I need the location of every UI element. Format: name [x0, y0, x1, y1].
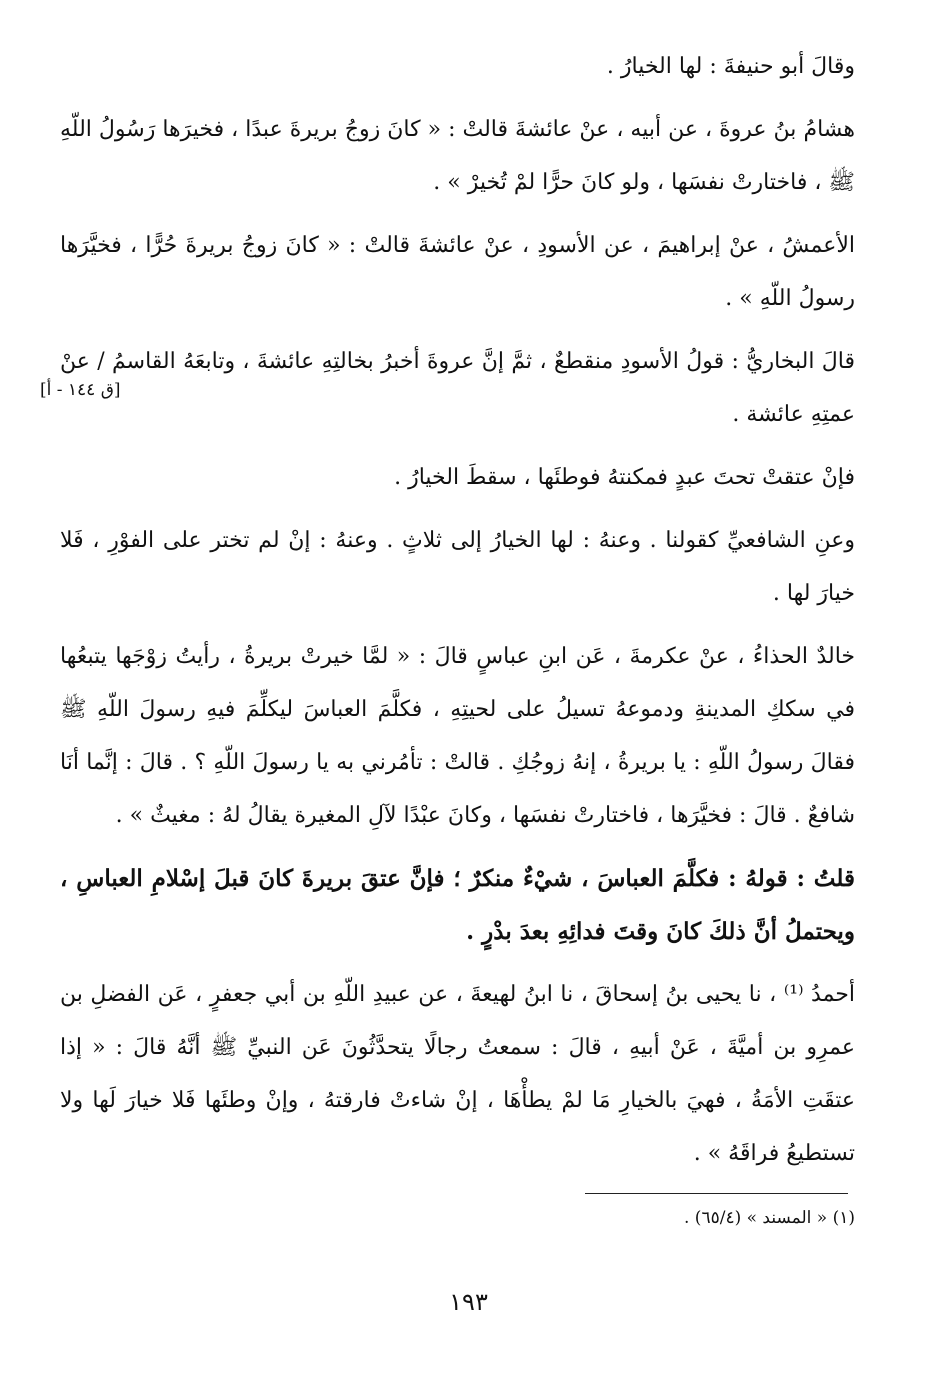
- footnote-divider: [585, 1193, 848, 1194]
- paragraph-shafii: وعنِ الشافعيِّ كقولنا . وعنهُ : لها الخيارُ إلى ثلاثٍ . وعنهُ : إنْ لم تختر على الفوْرِ ، فَلا خيارَ لها .: [60, 528, 855, 606]
- paragraph-ahmad: أحمدُ ⁽¹⁾ ، نا يحيى بنُ إسحاقَ ، نا ابنُ لهيعةَ ، عن عبيدِ اللّهِ بن أبي جعفرٍ ، عَن الفضلِ بن عمرِو بن أميَّةَ ، عَنْ أبيهِ ، قالَ : سمعتُ رجالًا يتحدَّثُونَ عَن النبيِّ ﷺ أنَّهُ قالَ : « إذا عتقَتِ الأمَةُ ، فهيَ بالخيارِ مَا لمْ يطأْهَا ، إنْ شاءتْ فارقتهُ ، وإنْ وطئَها فَلا خيارَ لَها ولا تستطيعُ فراقَهُ » .: [60, 982, 856, 1166]
- margin-folio-note: [ق ١٤٤ - أ]: [40, 380, 121, 400]
- page-number: ١٩٣: [449, 1288, 488, 1316]
- paragraph-amash: الأعمشُ ، عنْ إبراهيمَ ، عن الأسودِ ، عنْ عائشةَ قالتْ : « كانَ زوجُ بريرةَ حُرًّا ، فخيَّرَها رسولُ اللّهِ » .: [60, 233, 855, 311]
- paragraph-bukhari: قالَ البخاريُّ : قولُ الأسودِ منقطعٌ ، ثمَّ إنَّ عروةَ أخبرُ بخالتِهِ عائشةَ ، وتابعَهُ القاسمُ / عنْ عمتِهِ عائشة .: [60, 349, 855, 427]
- footnote: (١) « المسند » (٦٥/٤) .: [684, 1208, 855, 1228]
- paragraph-atqat: فإنْ عتقتْ تحتَ عبدٍ فمكنتهُ فوطئَها ، سقطَ الخيارُ .: [394, 465, 855, 490]
- paragraph-khalid: خالدٌ الحذاءُ ، عنْ عكرمةَ ، عَن ابنِ عباسٍ قالَ : « لمَّا خيرتْ بريرةُ ، رأيتُ زوْجَها يتبعُها في سككِ المدينةِ ودموعهُ تسيلُ على لحيتِهِ ، فكلَّمَ العباسَ ليكلِّمَ فيهِ رسولَ اللّهِ ﷺ فقالَ رسولُ اللّهِ : يا بريرةُ ، إنهُ زوجُكِ . قالتْ : تأمُرني به يا رسولَ اللّهِ ؟ . قالَ : إنَّما أنَا شافعٌ . قالَ : فخيَّرَها ، فاختارتْ نفسَها ، وكانَ عبْدًا لآلِ المغيرة يقالُ لهُ : مغيثٌ » .: [60, 644, 855, 828]
- page-body: [60, 40, 855, 1190]
- paragraph-qultu-bold: قلتُ : قولهُ : فكلَّمَ العباسَ ، شيْءٌ منكرٌ ؛ فإنَّ عتقَ بريرةَ كانَ قبلَ إسْلامِ العباسِ ، ويحتملُ أنَّ ذلكَ كانَ وقتَ فدائِهِ بعدَ بدْرٍ .: [60, 865, 855, 945]
- paragraph-hisham: هشامُ بنُ عروةَ ، عن أبيه ، عنْ عائشةَ قالتْ : « كانَ زوجُ بريرةَ عبدًا ، فخيرَها رَسُولُ اللّهِ ﷺ ، فاختارتْ نفسَها ، ولو كانَ حرًّا لمْ تُخيرْ » .: [60, 117, 855, 195]
- paragraph-abu-hanifa: وقالَ أبو حنيفةَ : لها الخيارُ .: [606, 54, 855, 79]
